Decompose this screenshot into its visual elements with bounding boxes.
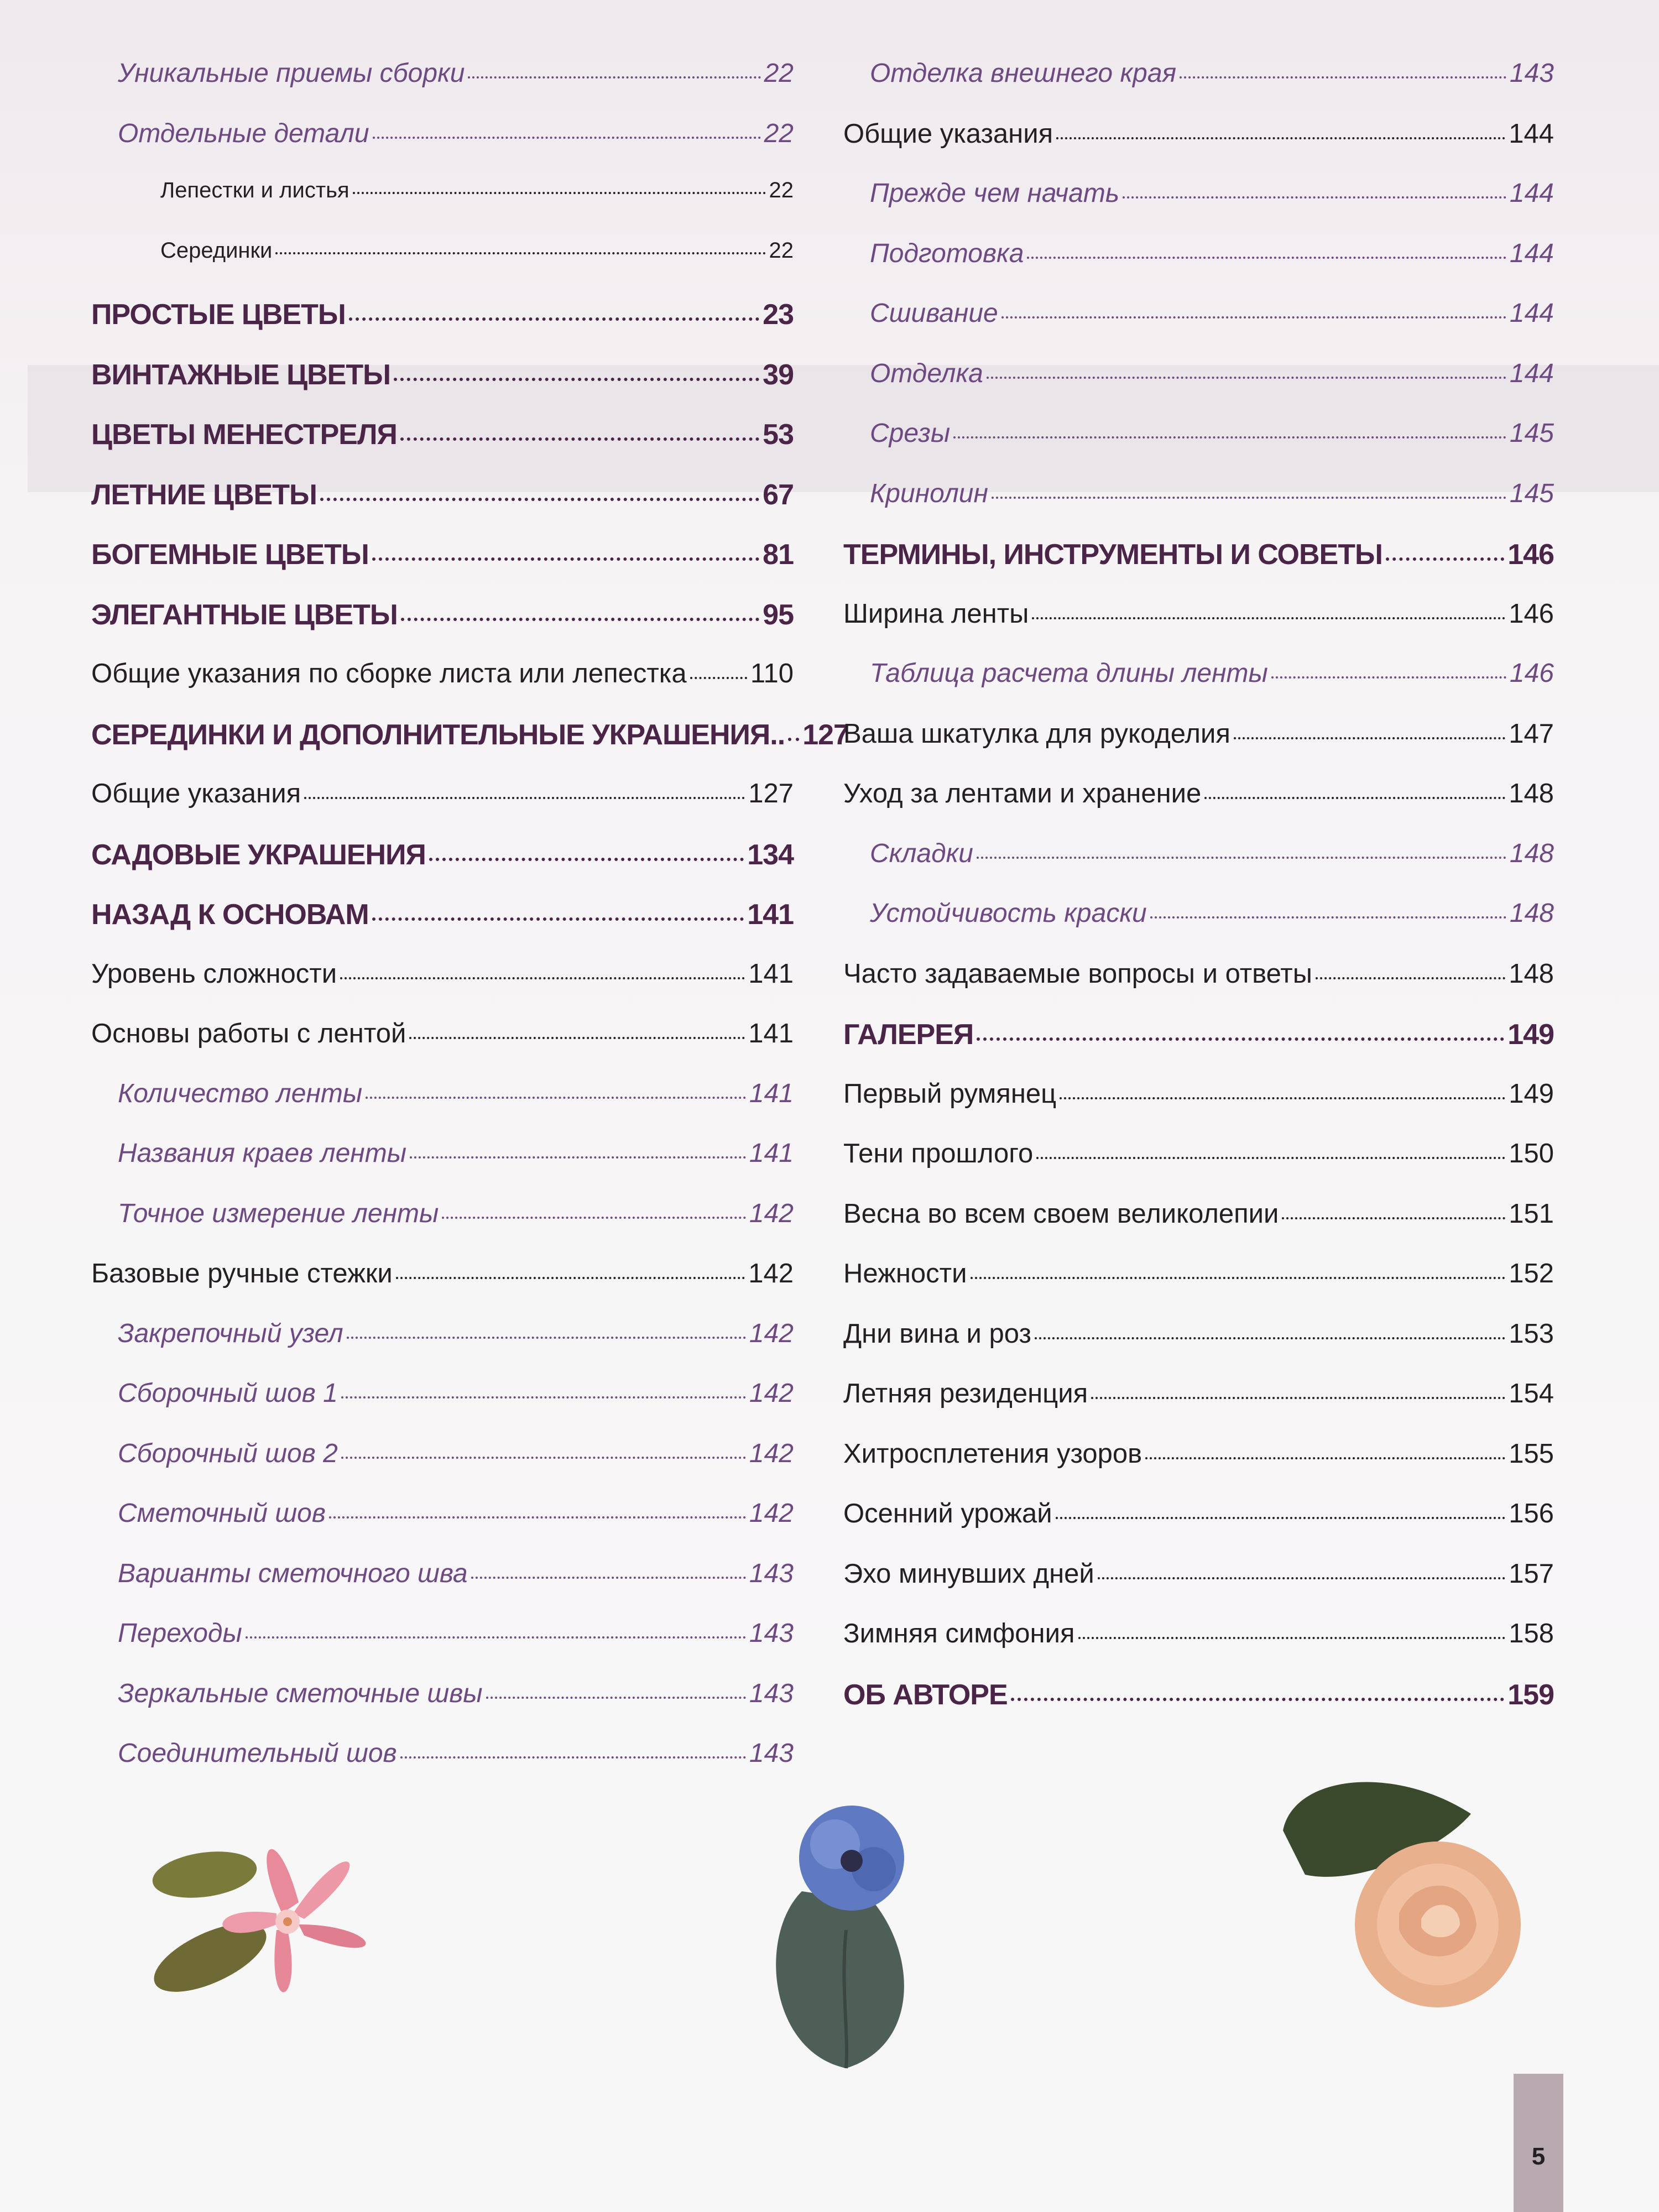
dot-leader <box>1011 1698 1505 1701</box>
toc-entry-page: 142 <box>749 1379 794 1408</box>
dot-leader <box>304 797 745 799</box>
toc-entry-page: 22 <box>764 59 794 88</box>
toc-entry-title: ГАЛЕРЕЯ <box>843 1019 974 1051</box>
dot-leader <box>275 252 765 254</box>
dot-leader <box>987 377 1506 379</box>
toc-entry[interactable] <box>91 1738 794 1798</box>
toc-entry[interactable] <box>91 958 794 1019</box>
toc-entry-title: САДОВЫЕ УКРАШЕНИЯ <box>91 838 426 871</box>
toc-entry[interactable] <box>91 1558 794 1619</box>
dot-leader <box>1123 196 1506 199</box>
toc-entry-title: Сшивание <box>870 299 998 328</box>
dot-leader <box>788 738 799 741</box>
toc-entry-page: 146 <box>1509 598 1554 629</box>
toc-entry[interactable] <box>843 58 1554 118</box>
toc-entry-title: Закрепочный узел <box>118 1318 343 1348</box>
dot-leader <box>409 1037 745 1039</box>
toc-entry-page: 22 <box>764 118 794 148</box>
toc-entry[interactable] <box>91 598 794 659</box>
toc-entry-title: Кринолин <box>870 478 988 508</box>
toc-entry[interactable] <box>91 838 794 899</box>
toc-entry-page: 144 <box>1509 118 1554 149</box>
toc-entry-title: Складки <box>870 838 973 868</box>
dot-leader <box>1282 1217 1505 1219</box>
toc-entry[interactable] <box>843 898 1554 958</box>
toc-entry[interactable] <box>843 838 1554 899</box>
toc-entry-page: 147 <box>1509 718 1554 749</box>
toc-entry[interactable] <box>843 1498 1554 1558</box>
toc-entry[interactable] <box>843 1378 1554 1438</box>
toc-entry-page: 142 <box>749 1198 794 1228</box>
toc-entry-page: 127 <box>802 718 849 751</box>
toc-entry-page: 148 <box>1509 838 1554 868</box>
toc-entry[interactable] <box>843 1258 1554 1318</box>
toc-entry-title: Серединки <box>160 238 273 263</box>
toc-entry[interactable] <box>91 478 794 539</box>
peach-ribbon-rose-image <box>1272 1764 1548 2018</box>
toc-entry-title: Общие указания <box>843 118 1053 149</box>
dot-leader <box>1035 1337 1505 1339</box>
toc-entry-title: Нежности <box>843 1259 967 1288</box>
toc-entry-page: 23 <box>763 299 794 331</box>
toc-entry[interactable] <box>843 118 1554 179</box>
toc-entry[interactable] <box>91 658 794 718</box>
toc-entry-page: 153 <box>1509 1318 1554 1349</box>
toc-entry-title: Зеркальные сметочные швы <box>118 1678 483 1708</box>
toc-entry-page: 146 <box>1507 539 1554 571</box>
dot-leader <box>353 192 766 194</box>
dot-leader <box>1091 1397 1505 1399</box>
toc-entry-title: ОБ АВТОРЕ <box>843 1678 1008 1711</box>
toc-entry[interactable] <box>91 1258 794 1318</box>
dot-leader <box>341 1457 746 1459</box>
toc-entry[interactable] <box>843 1438 1554 1499</box>
toc-entry-page: 149 <box>1509 1078 1554 1109</box>
toc-entry-page: 110 <box>750 659 794 688</box>
toc-entry[interactable] <box>843 1558 1554 1619</box>
dot-leader <box>1386 557 1504 561</box>
toc-entry-page: 22 <box>769 178 794 202</box>
dot-leader <box>341 1396 746 1399</box>
toc-entry-title: Срезы <box>870 419 951 448</box>
toc-entry-page: 53 <box>763 419 794 451</box>
toc-entry-title: ЭЛЕГАНТНЫЕ ЦВЕТЫ <box>91 598 398 631</box>
pink-ribbon-flower-image <box>138 1808 404 2024</box>
toc-entry-page: 152 <box>1509 1259 1554 1288</box>
page-number-tab <box>1514 2074 1563 2212</box>
dot-leader <box>373 137 761 139</box>
dot-leader <box>1098 1577 1505 1579</box>
dot-leader <box>992 497 1506 499</box>
dot-leader <box>1271 676 1506 679</box>
toc-entry-title: Количество ленты <box>118 1078 363 1108</box>
toc-entry-title: ТЕРМИНЫ, ИНСТРУМЕНТЫ И СОВЕТЫ <box>843 539 1383 571</box>
toc-entry-page: 156 <box>1509 1499 1554 1528</box>
toc-entry-page: 148 <box>1509 899 1554 928</box>
toc-entry-page: 141 <box>749 1139 794 1168</box>
toc-entry-title: Прежде чем начать <box>870 179 1120 208</box>
toc-entry-title: Первый румянец <box>843 1078 1057 1109</box>
toc-entry-title: ЦВЕТЫ МЕНЕСТРЕЛЯ <box>91 419 397 451</box>
dot-leader <box>349 317 759 321</box>
toc-entry[interactable] <box>91 538 794 598</box>
toc-entry-page: 144 <box>1509 299 1554 328</box>
dot-leader <box>429 858 744 861</box>
toc-entry-page: 144 <box>1509 179 1554 208</box>
toc-entry[interactable] <box>843 1198 1554 1259</box>
toc-entry-page: 149 <box>1507 1019 1554 1051</box>
toc-entry-title: Ваша шкатулка для рукоделия <box>843 718 1230 749</box>
dot-leader <box>1027 257 1506 259</box>
toc-entry[interactable] <box>91 1378 794 1438</box>
toc-entry-page: 81 <box>763 539 794 571</box>
dot-leader <box>690 677 747 679</box>
toc-entry-page: 143 <box>749 1739 794 1768</box>
toc-entry-page: 142 <box>749 1499 794 1528</box>
toc-entry[interactable] <box>843 298 1554 358</box>
dot-leader <box>1204 797 1505 799</box>
toc-entry[interactable] <box>843 718 1554 779</box>
toc-entry[interactable] <box>843 358 1554 419</box>
dot-leader <box>340 977 745 979</box>
toc-entry[interactable] <box>843 1678 1554 1739</box>
dot-leader <box>372 557 759 561</box>
dot-leader <box>347 1337 746 1339</box>
toc-entry-title: Подготовка <box>870 238 1024 268</box>
dot-leader <box>401 618 759 621</box>
dot-leader <box>1032 617 1505 619</box>
toc-entry-title: Эхо минувших дней <box>843 1558 1094 1589</box>
toc-entry-page: 141 <box>747 899 794 931</box>
dot-leader <box>468 76 760 79</box>
toc-entry-title: Зимняя симфония <box>843 1619 1075 1648</box>
toc-entry-page: 143 <box>749 1619 794 1648</box>
toc-entry-title: Уровень сложности <box>91 958 337 989</box>
toc-entry[interactable] <box>91 418 794 478</box>
dot-leader <box>1150 916 1506 919</box>
toc-entry[interactable] <box>91 178 794 238</box>
toc-entry-title: Уход за лентами и хранение <box>843 779 1202 808</box>
dot-leader <box>442 1217 746 1219</box>
toc-entry-title: Уникальные приемы сборки <box>118 59 465 88</box>
toc-entry[interactable] <box>843 658 1554 718</box>
toc-entry-title: Основы работы с лентой <box>91 1019 406 1048</box>
toc-entry-page: 150 <box>1509 1139 1554 1168</box>
toc-entry-title: Общие указания по сборке листа или лепестка <box>91 659 687 688</box>
toc-entry-page: 151 <box>1509 1198 1554 1229</box>
toc-entry-page: 145 <box>1509 419 1554 448</box>
toc-entry-page: 158 <box>1509 1619 1554 1648</box>
toc-entry[interactable] <box>843 598 1554 659</box>
toc-entry[interactable] <box>91 1438 794 1499</box>
dot-leader <box>366 1097 746 1099</box>
toc-entry-page: 141 <box>748 958 794 989</box>
toc-entry[interactable] <box>843 538 1554 598</box>
toc-entry[interactable] <box>843 1018 1554 1078</box>
toc-entry-page: 142 <box>749 1318 794 1348</box>
toc-entry-title: Весна во всем своем великолепии <box>843 1198 1279 1229</box>
blue-ribbon-flower-image <box>735 1792 957 2079</box>
dot-leader <box>1078 1637 1506 1639</box>
dot-leader <box>977 1037 1504 1041</box>
toc-entry[interactable] <box>843 958 1554 1019</box>
toc-entry-page: 143 <box>749 1558 794 1588</box>
toc-entry-title: ПРОСТЫЕ ЦВЕТЫ <box>91 299 346 331</box>
toc-entry-page: 142 <box>748 1259 794 1288</box>
dot-leader <box>1056 1517 1506 1519</box>
toc-entry-title: Варианты сметочного шва <box>118 1558 468 1588</box>
toc-entry-page: 22 <box>769 238 794 263</box>
dot-leader <box>1060 1097 1505 1099</box>
toc-entry-title: Названия краев ленты <box>118 1139 407 1168</box>
toc-entry[interactable] <box>91 778 794 838</box>
toc-entry-page: 142 <box>749 1438 794 1468</box>
toc-entry[interactable] <box>843 238 1554 299</box>
dot-leader <box>329 1516 746 1519</box>
dot-leader <box>400 1756 746 1759</box>
dot-leader <box>486 1697 746 1699</box>
toc-entry-title: Дни вина и роз <box>843 1318 1031 1349</box>
toc-entry[interactable] <box>843 418 1554 478</box>
toc-entry-page: 141 <box>749 1078 794 1108</box>
toc-entry-page: 39 <box>763 358 794 391</box>
toc-entry[interactable] <box>843 478 1554 539</box>
toc-entry-title: Переходы <box>118 1619 242 1648</box>
toc-entry-page: 145 <box>1509 478 1554 508</box>
toc-entry-page: 143 <box>1509 59 1554 88</box>
toc-entry[interactable] <box>91 1678 794 1739</box>
toc-entry[interactable] <box>843 1318 1554 1379</box>
toc-entry-title: Общие указания <box>91 779 301 808</box>
toc-entry[interactable] <box>91 1618 794 1678</box>
toc-entry-page: 155 <box>1509 1438 1554 1469</box>
dot-leader <box>1180 76 1506 79</box>
toc-entry-title: Точное измерение ленты <box>118 1198 439 1228</box>
toc-entry-title: Соединительный шов <box>118 1739 397 1768</box>
toc-right-column <box>843 58 1554 1738</box>
toc-entry-title: Хитросплетения узоров <box>843 1438 1142 1469</box>
toc-entry[interactable] <box>91 58 794 118</box>
toc-entry-title: Ширина ленты <box>843 598 1029 629</box>
toc-entry[interactable] <box>843 178 1554 238</box>
dot-leader <box>410 1156 746 1159</box>
toc-entry[interactable] <box>91 238 794 299</box>
toc-entry-title: Осенний урожай <box>843 1499 1052 1528</box>
toc-entry-page: 159 <box>1507 1678 1554 1711</box>
toc-left-column <box>91 58 849 1798</box>
toc-entry[interactable] <box>91 1198 794 1259</box>
toc-entry-title: Летняя резиденция <box>843 1379 1088 1408</box>
dot-leader <box>1036 1157 1505 1159</box>
toc-entry-page: 144 <box>1509 238 1554 268</box>
dot-leader <box>394 378 759 381</box>
toc-entry[interactable] <box>91 898 794 958</box>
toc-entry-title: СЕРЕДИНКИ И ДОПОЛНИТЕЛЬНЫЕ УКРАШЕНИЯ.. <box>91 718 785 751</box>
dot-leader <box>1316 977 1505 979</box>
toc-entry[interactable] <box>91 718 849 779</box>
toc-entry-page: 144 <box>1509 358 1554 388</box>
toc-entry[interactable] <box>91 298 794 358</box>
toc-entry[interactable] <box>91 1078 794 1139</box>
toc-entry[interactable] <box>843 1618 1554 1678</box>
toc-entry[interactable] <box>91 358 794 419</box>
dot-leader <box>977 857 1506 859</box>
toc-entry-title: ЛЕТНИЕ ЦВЕТЫ <box>91 478 317 511</box>
toc-entry-page: 154 <box>1509 1379 1554 1408</box>
toc-entry[interactable] <box>91 1138 794 1198</box>
dot-leader <box>471 1577 746 1579</box>
dot-leader <box>953 436 1506 439</box>
toc-entry-title: НАЗАД К ОСНОВАМ <box>91 899 369 931</box>
toc-entry-page: 67 <box>763 478 794 511</box>
toc-entry-title: Отделка <box>870 358 983 388</box>
toc-entry[interactable] <box>843 1078 1554 1139</box>
toc-entry-page: 146 <box>1509 659 1554 688</box>
toc-entry-page: 148 <box>1509 779 1554 808</box>
toc-entry-page: 148 <box>1509 958 1554 989</box>
toc-entry-title: Устойчивость краски <box>870 899 1147 928</box>
toc-entry-title: Часто задаваемые вопросы и ответы <box>843 958 1312 989</box>
toc-entry-title: Базовые ручные стежки <box>91 1259 393 1288</box>
toc-entry-page: 134 <box>747 838 794 871</box>
toc-entry[interactable] <box>91 1018 794 1078</box>
toc-entry-title: Сборочный шов 2 <box>118 1438 338 1468</box>
toc-entry-title: Сборочный шов 1 <box>118 1379 338 1408</box>
toc-entry-title: Тени прошлого <box>843 1139 1034 1168</box>
toc-entry-title: ВИНТАЖНЫЕ ЦВЕТЫ <box>91 358 391 391</box>
toc-entry-title: БОГЕМНЫЕ ЦВЕТЫ <box>91 539 369 571</box>
toc-entry[interactable] <box>843 778 1554 838</box>
toc-entry-page: 141 <box>748 1019 794 1048</box>
toc-entry-page: 143 <box>749 1678 794 1708</box>
dot-leader <box>372 917 744 921</box>
toc-entry-page: 95 <box>763 598 794 631</box>
toc-entry-title: Таблица расчета длины ленты <box>870 659 1268 688</box>
dot-leader <box>396 1277 745 1279</box>
toc-entry-title: Отделка внешнего края <box>870 59 1177 88</box>
dot-leader <box>320 498 759 501</box>
toc-entry[interactable] <box>91 118 794 179</box>
toc-entry-title: Отдельные детали <box>118 118 369 148</box>
toc-entry-title: Лепестки и листья <box>160 178 349 202</box>
dot-leader <box>1145 1457 1505 1459</box>
toc-entry[interactable] <box>843 1138 1554 1198</box>
dot-leader <box>1056 137 1505 139</box>
toc-entry-page: 157 <box>1509 1558 1554 1589</box>
toc-entry-page: 127 <box>748 779 794 808</box>
dot-leader <box>971 1277 1506 1279</box>
toc-entry[interactable] <box>91 1318 794 1379</box>
dot-leader <box>1001 316 1506 319</box>
dot-leader <box>246 1636 746 1639</box>
toc-entry-title: Сметочный шов <box>118 1499 326 1528</box>
toc-entry[interactable] <box>91 1498 794 1558</box>
dot-leader <box>1234 737 1505 739</box>
page-number: 5 <box>1531 2143 1546 2170</box>
dot-leader <box>400 437 759 441</box>
